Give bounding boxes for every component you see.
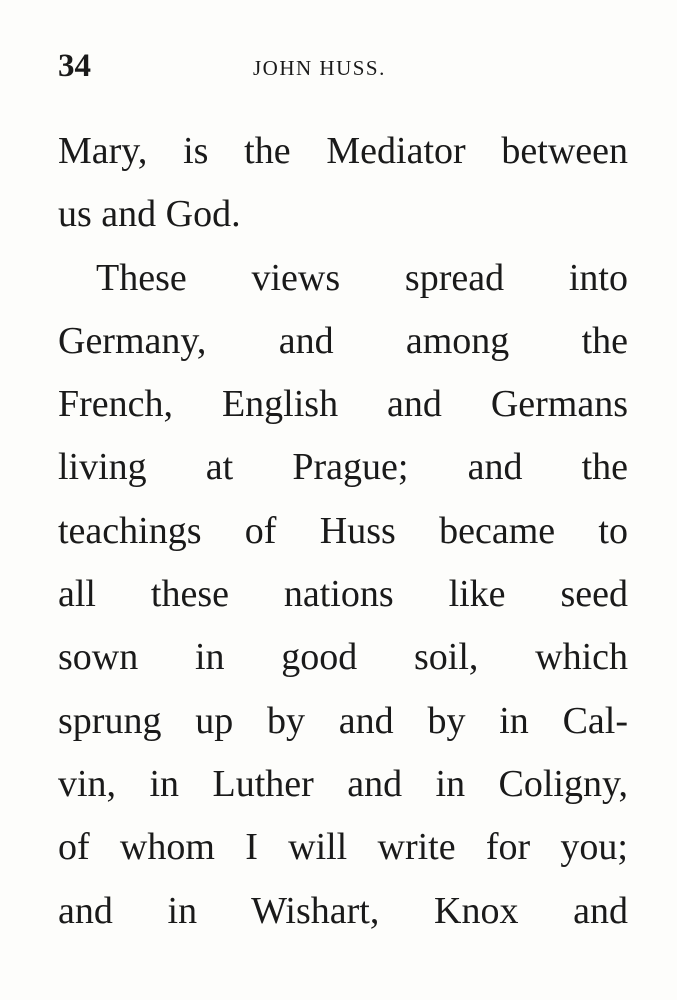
text-line: living at Prague; and the bbox=[58, 446, 628, 489]
text-line: French, English and Germans bbox=[58, 383, 628, 426]
running-head bbox=[58, 46, 628, 86]
body-text bbox=[58, 120, 628, 943]
text-line: sown in good soil, which bbox=[58, 636, 628, 679]
page-number: 34 bbox=[58, 48, 91, 84]
text-line: us and God. bbox=[58, 193, 241, 236]
text-line: and in Wishart, Knox and bbox=[58, 889, 628, 932]
text-line: all these nations like seed bbox=[58, 573, 628, 616]
text-line: teachings of Huss became to bbox=[58, 509, 628, 552]
running-head-title: JOHN HUSS. bbox=[253, 56, 386, 80]
text-line: Germany, and among the bbox=[58, 319, 628, 362]
text-line: sprung up by and by in Cal- bbox=[58, 699, 628, 742]
text-line: Mary, is the Mediator between bbox=[58, 130, 628, 172]
text-line: of whom I will write for you; bbox=[58, 826, 628, 869]
text-line: vin, in Luther and in Coligny, bbox=[58, 762, 628, 805]
text-line: These views spread into bbox=[96, 256, 628, 299]
